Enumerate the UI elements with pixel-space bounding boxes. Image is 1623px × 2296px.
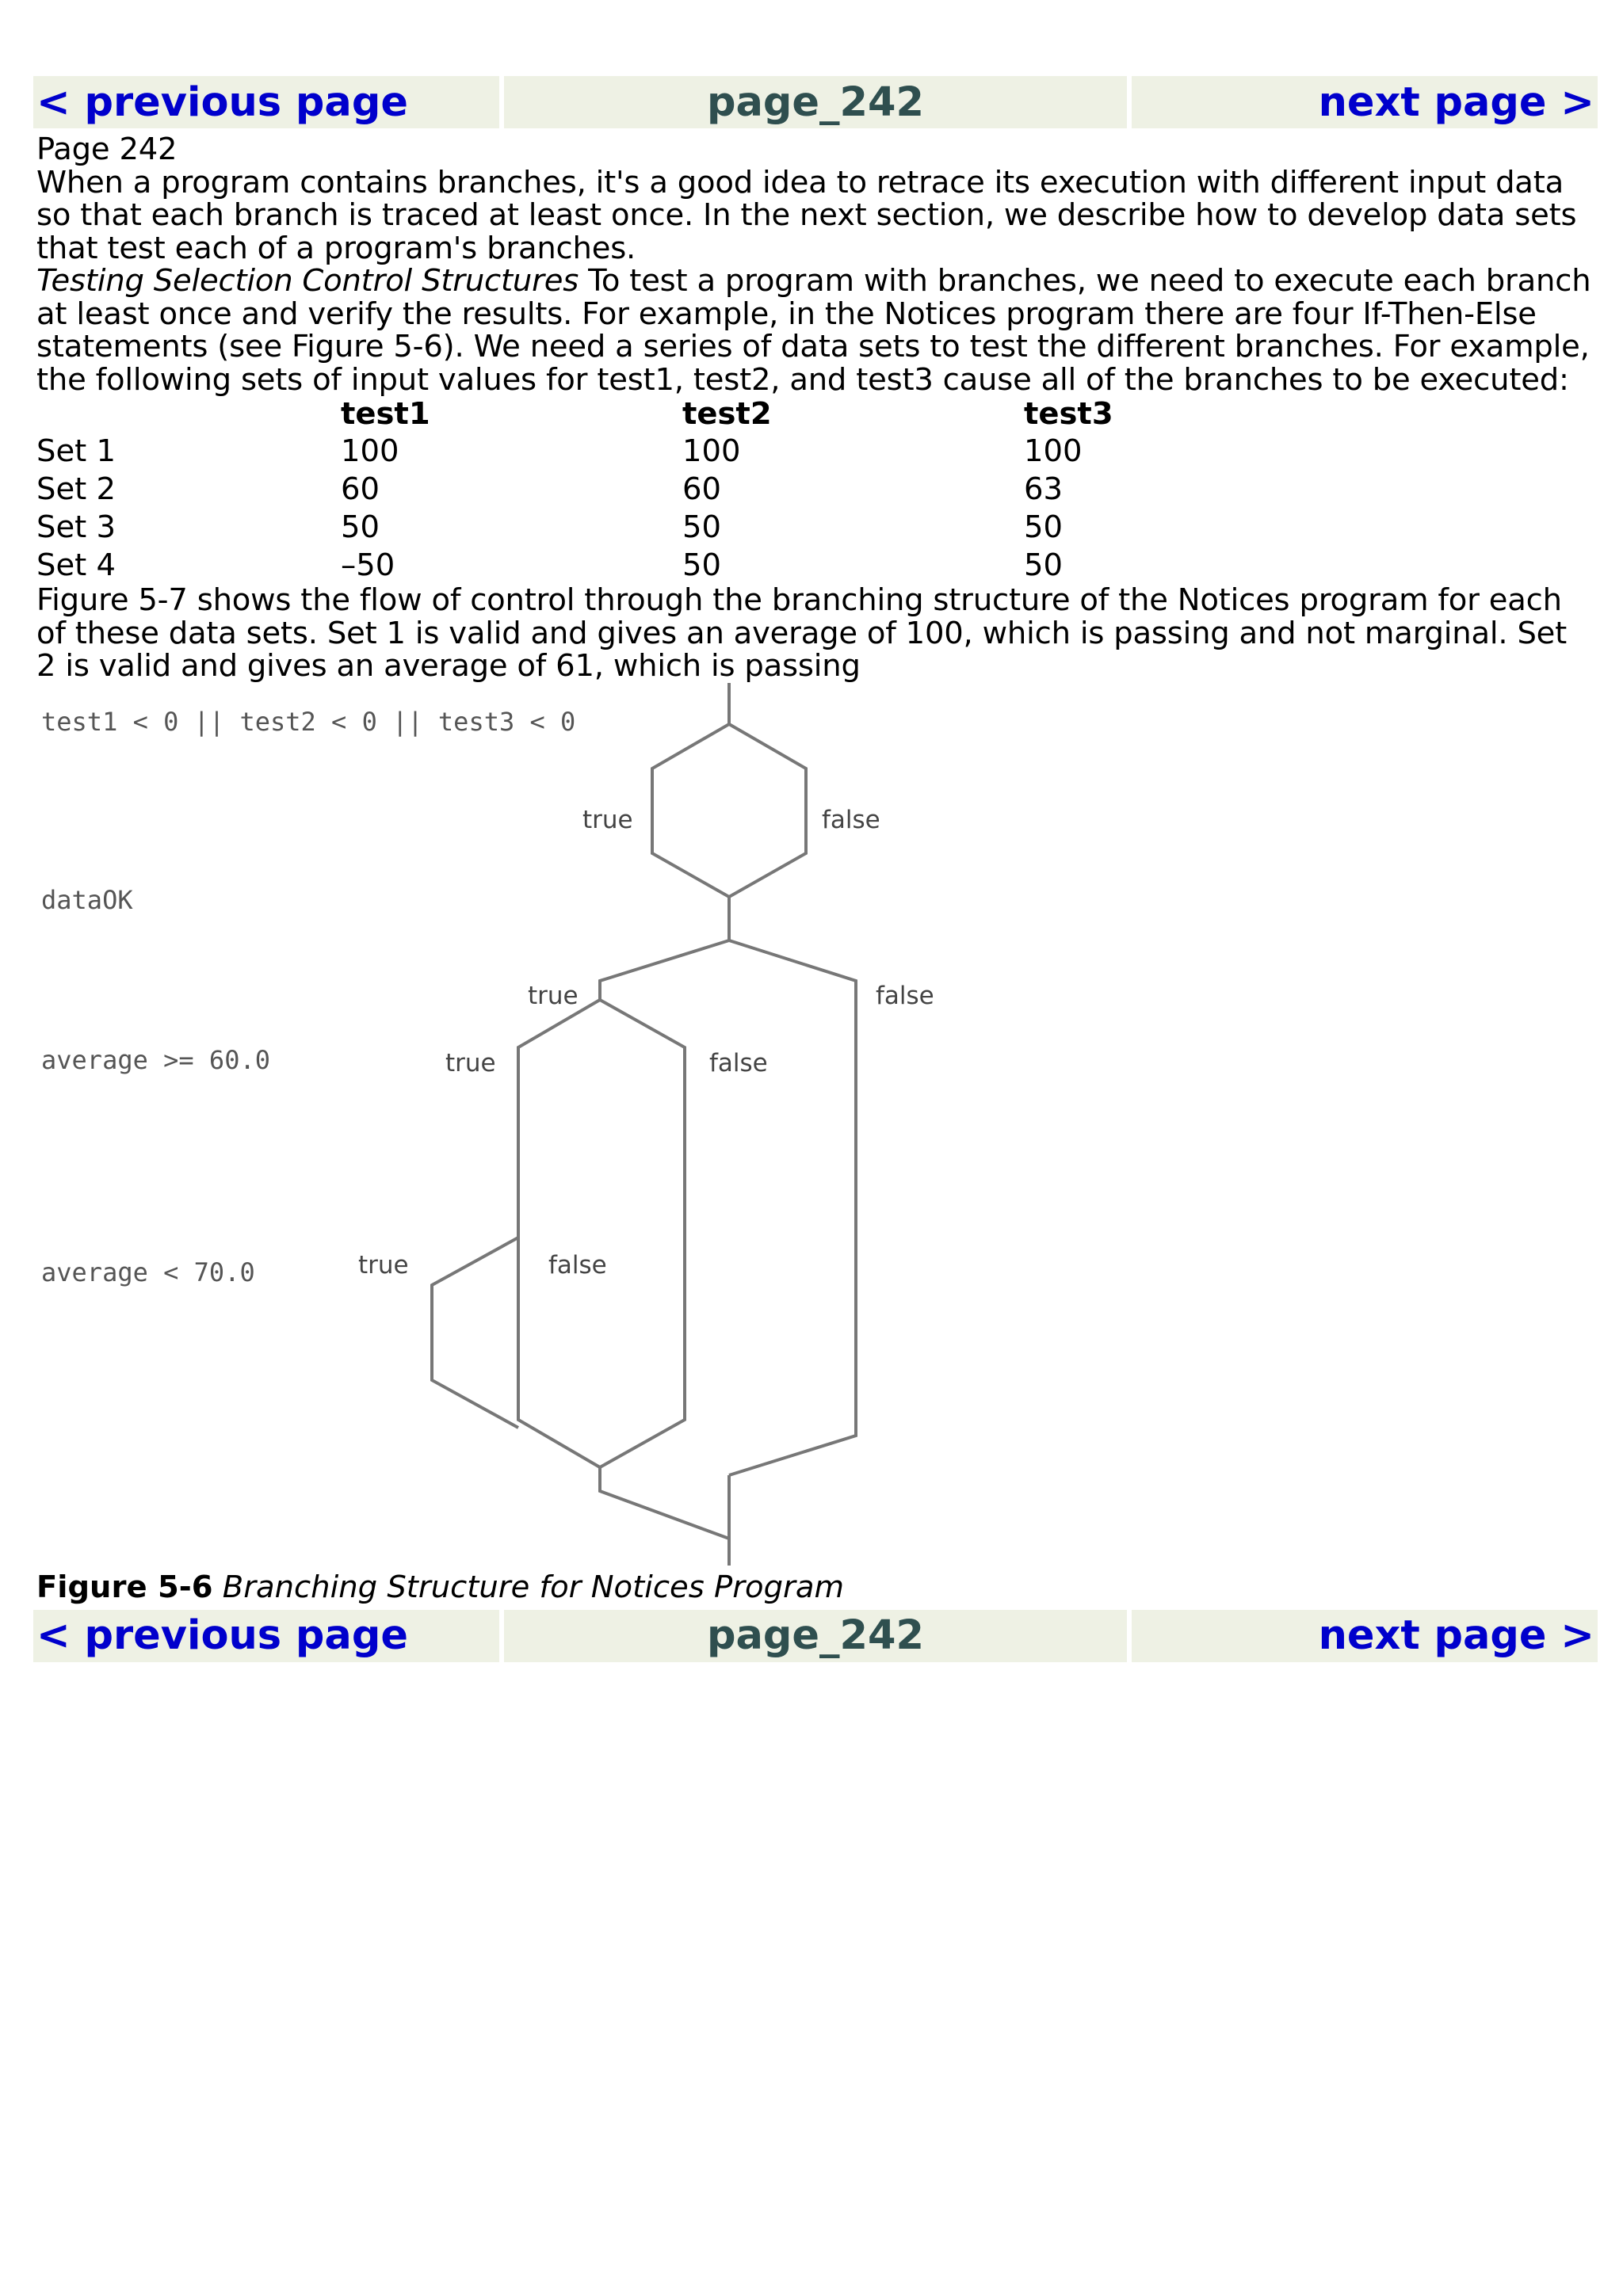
table-cell: Set 3 bbox=[36, 509, 116, 545]
top-navigation-bar bbox=[33, 76, 1598, 128]
paragraph-3: Figure 5-7 shows the flow of control through the branching structure of the Notices program for each of these data sets. Set 1 is valid and gives an average of 100, which is passing and not marginal. Set 2 is valid and gives an average of 61, which is passing bbox=[36, 582, 1568, 684]
figure-title: Branching Structure for Notices Program bbox=[222, 1569, 844, 1605]
branching-structure-figure bbox=[33, 683, 1598, 1566]
next-cell bbox=[1132, 76, 1598, 128]
page-content bbox=[33, 76, 1598, 1662]
table-cell: 60 bbox=[341, 471, 380, 507]
branch-2-true-label: true bbox=[528, 981, 579, 1010]
next-page-link[interactable]: next page > bbox=[1318, 78, 1594, 126]
condition-1-label: test1 < 0 || test2 < 0 || test3 < 0 bbox=[41, 706, 576, 737]
table-cell: –50 bbox=[341, 547, 395, 583]
section-heading: Testing Selection Control Structures bbox=[36, 263, 579, 299]
avg60-false-path bbox=[600, 1000, 685, 1467]
prev-cell bbox=[33, 76, 499, 128]
table-cell: Set 2 bbox=[36, 471, 116, 507]
table-cell: 50 bbox=[1024, 547, 1063, 583]
table-cell: 100 bbox=[1024, 433, 1083, 469]
page-indicator: page_242 bbox=[504, 1610, 1127, 1662]
branch-1-true-label: true bbox=[582, 805, 633, 834]
avg70-true-path bbox=[432, 1238, 518, 1428]
table-header-cell: test1 bbox=[341, 396, 430, 432]
table-cell: 50 bbox=[682, 547, 721, 583]
branch-4-true-label: true bbox=[358, 1250, 409, 1280]
table-cell: 100 bbox=[341, 433, 399, 469]
prev-cell bbox=[33, 1610, 499, 1662]
branch-4-false-label: false bbox=[548, 1250, 607, 1280]
condition-1-hexagon bbox=[652, 724, 806, 897]
table-header-cell: test3 bbox=[1024, 396, 1113, 432]
table-cell: 50 bbox=[1024, 509, 1063, 545]
page-number: Page 242 bbox=[36, 132, 178, 167]
table-header-cell: test2 bbox=[682, 396, 772, 432]
table-row bbox=[36, 432, 1341, 470]
next-cell bbox=[1132, 1610, 1598, 1662]
table-row bbox=[36, 508, 1341, 546]
branching-diagram bbox=[33, 683, 1598, 1566]
branch-3-true-label: true bbox=[445, 1048, 496, 1077]
merge-line bbox=[600, 1467, 729, 1539]
branch-1-false-label: false bbox=[822, 805, 880, 834]
branch-2-false-label: false bbox=[876, 981, 934, 1010]
previous-page-link[interactable]: < previous page bbox=[36, 1612, 408, 1659]
paragraph-2-body: To test a program with branches, we need to execute each branch at least once and verify the results. For example, in the Notices program there are four If-Then-Else statements (see Figure 5-6). We need a series of data sets to test the different branches. For example, the following sets of input values for test1, test2, and test3 cause all of the branches to be executed: bbox=[36, 263, 1591, 398]
table-header-cell bbox=[36, 396, 341, 432]
datok-true-branch bbox=[600, 940, 729, 1000]
next-page-link[interactable]: next page > bbox=[1318, 1612, 1594, 1659]
table-header-row bbox=[36, 396, 1341, 432]
condition-2-label: dataOK bbox=[41, 884, 133, 915]
table-cell: 63 bbox=[1024, 471, 1063, 507]
table-row bbox=[36, 470, 1341, 508]
table-row bbox=[36, 546, 1341, 584]
data-sets-table bbox=[36, 396, 1341, 584]
previous-page-link[interactable]: < previous page bbox=[36, 78, 408, 126]
table-cell: 100 bbox=[682, 433, 741, 469]
table-cell: 50 bbox=[682, 509, 721, 545]
table-cell: Set 4 bbox=[36, 547, 116, 583]
condition-3-label: average >= 60.0 bbox=[41, 1044, 270, 1075]
paragraph-1: When a program contains branches, it's a good idea to retrace its execution with different input data so that each branch is traced at least once. In the next section, we describe how to develop data sets that test each of a program's branches. bbox=[36, 164, 1577, 266]
datok-false-branch bbox=[729, 940, 856, 1475]
paragraph-2 bbox=[33, 265, 1598, 396]
figure-caption bbox=[33, 1566, 1598, 1610]
table-cell: Set 1 bbox=[36, 433, 116, 469]
page-indicator: page_242 bbox=[504, 76, 1127, 128]
table-cell: 60 bbox=[682, 471, 721, 507]
figure-number: Figure 5-6 bbox=[36, 1569, 213, 1605]
avg60-true-path bbox=[518, 1000, 600, 1467]
condition-4-label: average < 70.0 bbox=[41, 1257, 255, 1287]
branch-3-false-label: false bbox=[709, 1048, 768, 1077]
bottom-navigation-bar bbox=[33, 1610, 1598, 1662]
table-cell: 50 bbox=[341, 509, 380, 545]
